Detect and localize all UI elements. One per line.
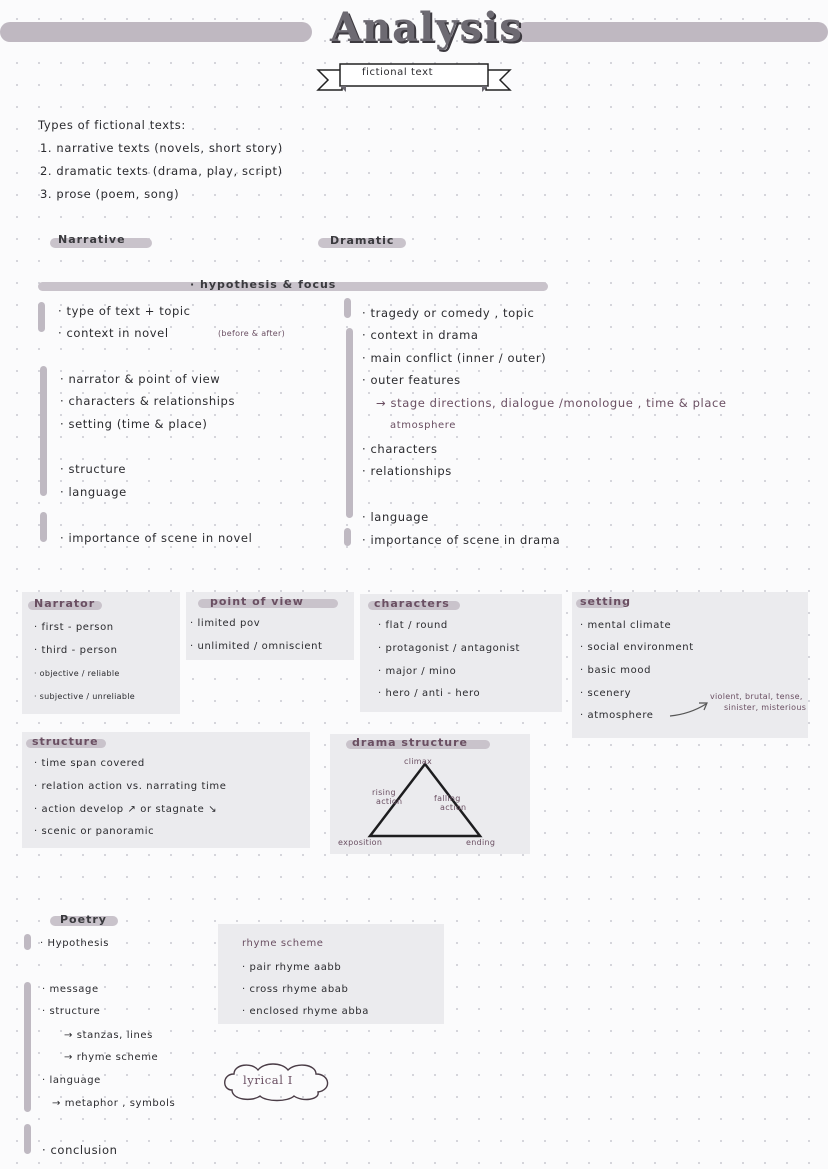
pov-item-2: · unlimited / omniscient (190, 641, 323, 652)
setting-item-2: · social environment (580, 642, 694, 653)
dra-conflict: · main conflict (inner / outer) (362, 351, 547, 365)
dra-directions: → stage directions, dialogue /monologue , time & place (376, 396, 727, 410)
setting-note-1: violent, brutal, tense, (710, 692, 803, 701)
characters-title: characters (374, 597, 450, 610)
banner-text: fictional text (362, 67, 434, 78)
nar-narrator: · narrator & point of view (60, 372, 221, 386)
dramatic-bar-1 (344, 298, 351, 318)
setting-item-5: · atmosphere (580, 710, 654, 721)
poetry-message: · message (42, 984, 99, 995)
narrator-item-1: · first - person (34, 622, 114, 633)
types-item-3: 3. prose (poem, song) (40, 187, 180, 201)
dra-context: · context in drama (362, 328, 479, 342)
structure-item-2: · relation action vs. narrating time (34, 781, 227, 792)
dra-characters: · characters (362, 442, 438, 456)
narrative-bar-2 (40, 366, 47, 496)
characters-item-4: · hero / anti - hero (378, 688, 481, 699)
nar-structure: · structure (60, 462, 127, 476)
dra-outer: · outer features (362, 373, 461, 387)
dramatic-heading: Dramatic (330, 234, 395, 247)
characters-item-1: · flat / round (378, 620, 448, 631)
nar-language: · language (60, 485, 127, 499)
nar-importance: · importance of scene in novel (60, 531, 253, 545)
drama-rising-1: rising (372, 788, 396, 797)
dra-tragedy: · tragedy or comedy , topic (362, 306, 535, 320)
drama-climax: climax (404, 757, 433, 766)
poetry-stanzas: → stanzas, lines (64, 1030, 153, 1041)
setting-item-3: · basic mood (580, 665, 652, 676)
setting-note-2: sinister, misterious (724, 703, 807, 712)
setting-item-4: · scenery (580, 688, 632, 699)
narrative-bar-3 (40, 512, 47, 542)
poetry-bar-2 (24, 982, 31, 1112)
dra-relationships: · relationships (362, 464, 452, 478)
drama-falling-1: falling (434, 794, 461, 803)
drama-falling-2: action (440, 803, 467, 812)
structure-item-4: · scenic or panoramic (34, 826, 155, 837)
rhyme-title: rhyme scheme (242, 938, 324, 949)
title-bar-right (516, 22, 828, 42)
rhyme-item-3: · enclosed rhyme abba (242, 1006, 369, 1017)
nar-context-note: (before & after) (218, 329, 286, 338)
types-item-1: 1. narrative texts (novels, short story) (40, 141, 283, 155)
types-heading: Types of fictional texts: (38, 118, 186, 132)
narrator-title: Narrator (34, 597, 96, 610)
poetry-language: · language (42, 1075, 101, 1086)
drama-ending: ending (466, 838, 496, 847)
narrative-heading: Narrative (58, 233, 126, 246)
title-bar-left (0, 22, 312, 42)
pov-item-1: · limited pov (190, 618, 261, 629)
poetry-conclusion: · conclusion (42, 1143, 118, 1157)
poetry-structure: · structure (42, 1006, 101, 1017)
narrator-item-4: · subjective / unreliable (34, 692, 135, 701)
page-title: Analysis (330, 4, 523, 51)
narrator-item-3: · objective / reliable (34, 669, 120, 678)
structure-title: structure (32, 735, 99, 748)
hypothesis-heading: · hypothesis & focus (190, 278, 337, 291)
poetry-metaphor: → metaphor , symbols (52, 1098, 176, 1109)
nar-characters: · characters & relationships (60, 394, 236, 408)
drama-structure-title: drama structure (352, 736, 468, 749)
poetry-bar-3 (24, 1124, 31, 1154)
dra-language: · language (362, 510, 429, 524)
narrative-bar-1 (38, 302, 45, 332)
poetry-bar-1 (24, 934, 31, 950)
structure-item-3: · action develop ↗ or stagnate ↘ (34, 804, 218, 815)
nar-type-topic: · type of text + topic (58, 304, 191, 318)
types-item-2: 2. dramatic texts (drama, play, script) (40, 164, 283, 178)
dramatic-bar-3 (344, 528, 351, 546)
setting-item-1: · mental climate (580, 620, 672, 631)
lyrical-text: lyrical I (243, 1073, 293, 1087)
dra-atmosphere: atmosphere (390, 420, 456, 431)
poetry-rhyme: → rhyme scheme (64, 1052, 159, 1063)
narrator-item-2: · third - person (34, 645, 118, 656)
poetry-hypothesis: · Hypothesis (40, 938, 110, 949)
nar-context: · context in novel (58, 326, 169, 340)
drama-exposition: exposition (338, 838, 383, 847)
drama-rising-2: action (376, 797, 403, 806)
dra-importance: · importance of scene in drama (362, 533, 561, 547)
rhyme-item-1: · pair rhyme aabb (242, 962, 342, 973)
structure-item-1: · time span covered (34, 758, 145, 769)
poetry-title: Poetry (60, 913, 107, 926)
setting-arrow (668, 698, 712, 720)
dramatic-bar-2 (346, 328, 353, 518)
pov-title: point of view (210, 595, 304, 608)
setting-title: setting (580, 595, 631, 608)
nar-setting: · setting (time & place) (60, 417, 208, 431)
rhyme-item-2: · cross rhyme abab (242, 984, 349, 995)
characters-item-2: · protagonist / antagonist (378, 643, 521, 654)
characters-item-3: · major / mino (378, 666, 457, 677)
